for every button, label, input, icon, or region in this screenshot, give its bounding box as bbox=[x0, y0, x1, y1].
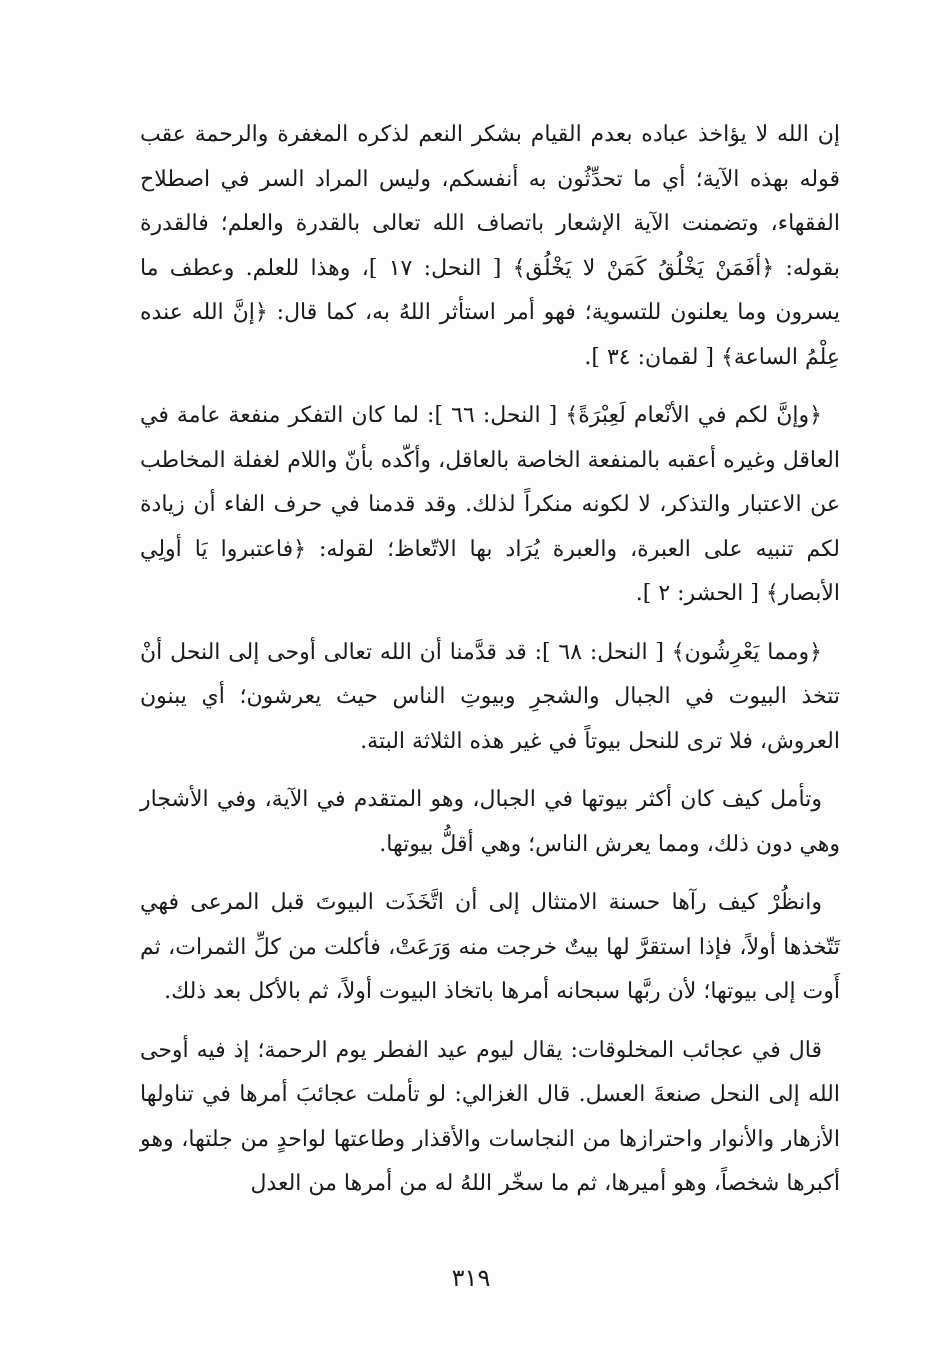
paragraph-5: وانظُرْ كيف رآها حسنة الامتثال إلى أن اتَّخَذَت البيوتَ قبل المرعى فهي تَتّخذها أولاً، فإذا استقرَّ لها بيتٌ خرجت منه وَرَعَتْ، فأكلت من كلِّ الثمرات، ثم أَوت إلى بيوتها؛ لأن ربَّها سبحانه أمرها باتخاذ البيوت أولاً، ثم بالأكل بعد ذلك. bbox=[140, 890, 840, 1004]
page-number: ٣١٩ bbox=[451, 1264, 491, 1292]
paragraph-2: ﴿وإنَّ لكم في الأنْعام لَعِبْرَةً﴾ [ النحل: ٦٦ ]: لما كان التفكر منفعة عامة في العاقل وغيره أعقبه بالمنفعة الخاصة بالعاقل، وأكّده بأنّ واللام لغفلة المخاطب عن الاعتبار والتذكر، لا لكونه منكراً لذلك. وقد قدمنا في حرف الفاء أن زيادة لكم تنبيه على العبرة، والعبرة يُرَاد بها الاتّعاظ؛ لقوله: ﴿فاعتبروا يَا أولِي الأبصار﴾ [ الحشر: ٢ ]. bbox=[140, 403, 840, 606]
paragraph-6: قال في عجائب المخلوقات: يقال ليوم عيد الفطر يوم الرحمة؛ إذ فيه أوحى الله إلى النحل صنعةَ العسل. قال الغزالي: لو تأملت عجائبَ أمرها في تناولها الأزهار والأنوار واحترازها من النجاسات والأقذار وطاعتها لواحدٍ من جلتها، وهو أكبرها شخصاً، وهو أميرها، ثم ما سخّر اللهُ له من أمرها من العدل bbox=[140, 1037, 840, 1196]
paragraph-1: إن الله لا يؤاخذ عباده بعدم القيام بشكر النعم لذكره المغفرة والرحمة عقب قوله بهذه الآية؛ أي ما تحدِّثُون به أنفسكم، وليس المراد السر في اصطلاح الفقهاء، وتضمنت الآية الإشعار باتصاف الله تعالى بالقدرة والعلم؛ فالقدرة بقوله: ﴿أفَمَنْ يَخْلُقُ كَمَنْ لا يَخْلُق﴾ [ النحل: ١٧ ]، وهذا للعلم. وعطف ما يسرون وما يعلنون للتسوية؛ فهو أمر استأثر اللهُ به، كما قال: ﴿إنَّ الله عنده عِلْمُ الساعة﴾ [ لقمان: ٣٤ ]. bbox=[140, 122, 840, 370]
paragraph-3: ﴿ومما يَعْرِشُون﴾ [ النحل: ٦٨ ]: قد قدَّمنا أن الله تعالى أوحى إلى النحل أنْ تتخذ البيوت في الجبال والشجرِ وبيوتِ الناس حيث يعرشون؛ أي يبنون العروش، فلا ترى للنحل بيوتاً في غير هذه الثلاثة البتة. bbox=[140, 639, 840, 754]
body-text bbox=[140, 113, 840, 1221]
paragraph-4: وتأمل كيف كان أكثر بيوتها في الجبال، وهو المتقدم في الآية، وفي الأشجار وهي دون ذلك، ومما يعرش الناس؛ وهي أقلُّ بيوتها. bbox=[140, 787, 840, 857]
